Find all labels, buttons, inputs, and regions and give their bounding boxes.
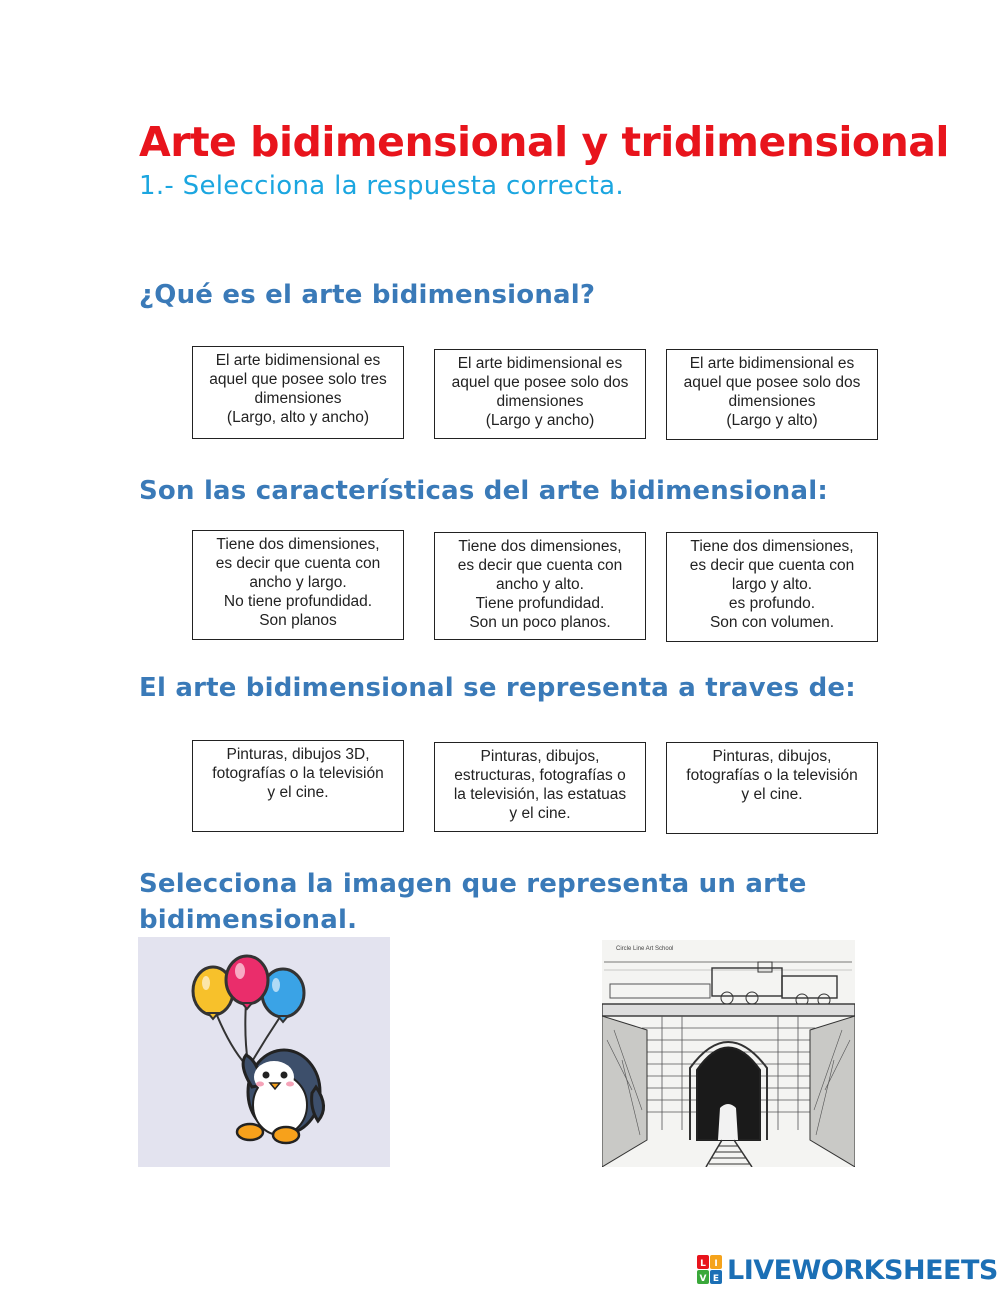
sketch-caption: Circle Line Art School <box>616 946 674 952</box>
q3-option-3-text: Pinturas, dibujos, fotografías o la televisión y el cine. <box>686 748 858 803</box>
q3-option-2-text: Pinturas, dibujos, estructuras, fotografías o la televisión, las estatuas y el cine. <box>453 748 627 822</box>
liveworksheets-logo-icon <box>697 1255 723 1285</box>
instruction-text: 1.- Selecciona la respuesta correcta. <box>139 171 624 201</box>
liveworksheets-logo <box>697 1253 998 1287</box>
q3-option-1-text: Pinturas, dibujos 3D, fotografías o la televisión y el cine. <box>212 746 384 801</box>
penguin-balloons-illustration <box>138 937 390 1167</box>
q1-option-1[interactable] <box>192 346 404 439</box>
penguin-balloons-image[interactable] <box>138 937 390 1167</box>
question-3-heading: El arte bidimensional se representa a traves de: <box>139 673 856 703</box>
question-2-heading: Son las características del arte bidimensional: <box>139 476 828 506</box>
tunnel-sketch-illustration <box>602 940 855 1167</box>
q2-option-1-text: Tiene dos dimensiones, es decir que cuenta con ancho y largo. No tiene profundidad. Son planos <box>215 536 381 629</box>
q2-option-3[interactable] <box>666 532 878 642</box>
q3-option-3[interactable] <box>666 742 878 834</box>
q3-option-1[interactable] <box>192 740 404 832</box>
q2-option-3-text: Tiene dos dimensiones, es decir que cuenta con largo y alto. es profundo. Son con volumen. <box>689 538 855 631</box>
logo-badge-letter-4: E <box>712 1274 720 1284</box>
q2-option-2[interactable] <box>434 532 646 640</box>
logo-badge-letter-1: L <box>700 1259 706 1269</box>
q1-option-3-text: El arte bidimensional es aquel que posee solo dos dimensiones (Largo y alto) <box>683 355 861 429</box>
question-1-heading: ¿Qué es el arte bidimensional? <box>139 280 596 310</box>
q1-option-2[interactable] <box>434 349 646 439</box>
q3-option-2[interactable] <box>434 742 646 832</box>
q2-option-2-text: Tiene dos dimensiones, es decir que cuenta con ancho y alto. Tiene profundidad. Son un poco planos. <box>457 538 623 631</box>
question-4-heading-line-1: Selecciona la imagen que representa un arte <box>139 869 807 899</box>
q1-option-1-text: El arte bidimensional es aquel que posee solo tres dimensiones (Largo, alto y ancho) <box>209 352 387 426</box>
q1-option-2-text: El arte bidimensional es aquel que posee solo dos dimensiones (Largo y ancho) <box>451 355 629 429</box>
brand-name: LIVEWORKSHEETS <box>727 1254 998 1286</box>
logo-badge-letter-2: I <box>714 1259 718 1269</box>
question-4-heading-line-2: bidimensional. <box>139 905 358 935</box>
logo-badge-letter-3: V <box>699 1274 707 1284</box>
q1-option-3[interactable] <box>666 349 878 440</box>
worksheet-title: Arte bidimensional y tridimensional <box>139 118 949 166</box>
q2-option-1[interactable] <box>192 530 404 640</box>
tunnel-sketch-image[interactable] <box>602 940 855 1167</box>
